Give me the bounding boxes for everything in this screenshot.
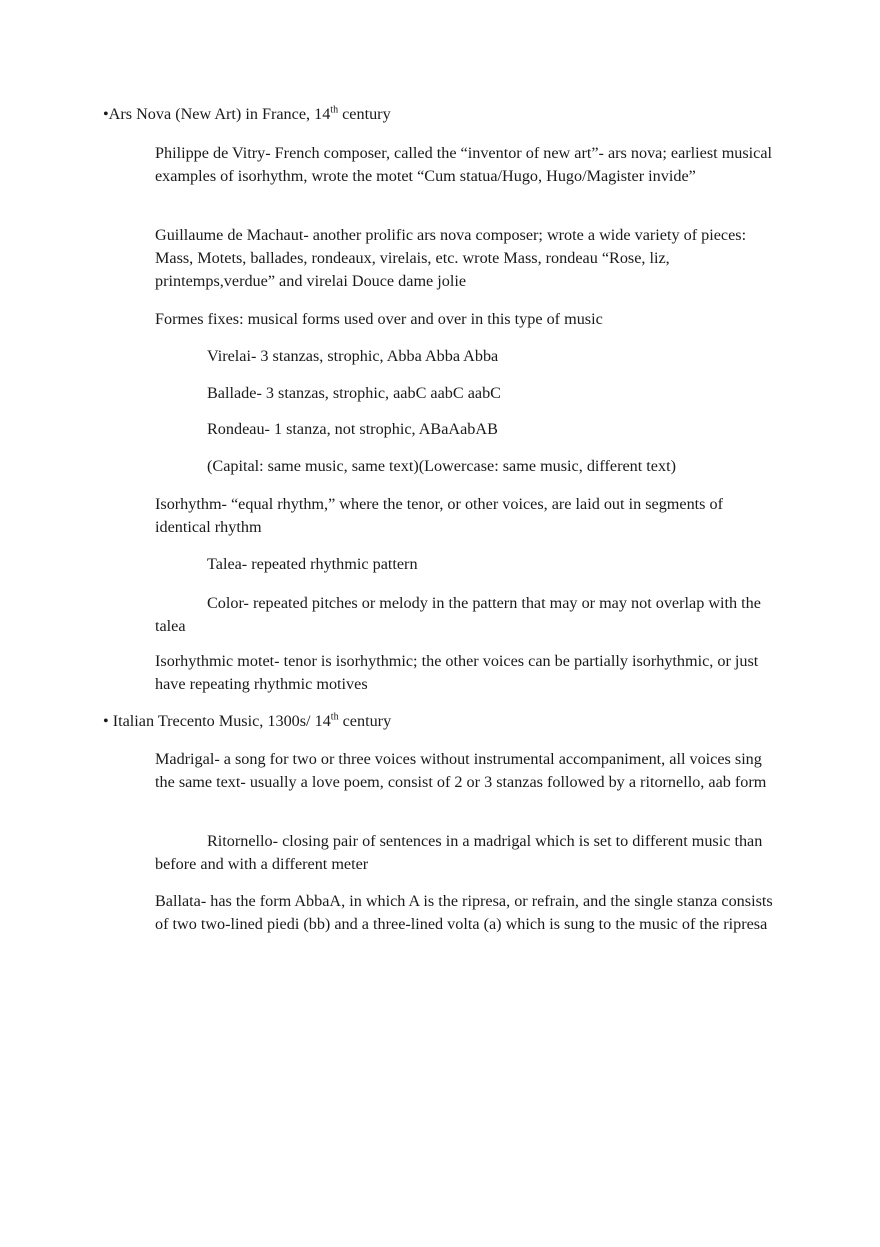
- section-heading-ars-nova: •Ars Nova (New Art) in France, 14th century: [103, 104, 391, 123]
- section-heading-trecento: • Italian Trecento Music, 1300s/ 14th century: [103, 711, 392, 730]
- paragraph-isorhythmic-motet: Isorhythmic motet- tenor is isorhythmic; the other voices can be partially isorhythmic, or just have repeating rhythmic motives: [155, 652, 759, 693]
- paragraph-formes-fixes: Formes fixes: musical forms used over and over in this type of music: [155, 310, 603, 328]
- paragraph-capital-lowercase-note: (Capital: same music, same text)(Lowercase: same music, different text): [207, 457, 676, 475]
- paragraph-ballata: Ballata- has the form AbbaA, in which A is the ripresa, or refrain, and the single stanza consists of two two-lined piedi (bb) and a three-lined volta (a) which is sung to the music of the ripresa: [155, 892, 773, 933]
- paragraph-virelai: Virelai- 3 stanzas, strophic, Abba Abba Abba: [207, 347, 499, 365]
- paragraph-ritornello: Ritornello- closing pair of sentences in a madrigal which is set to different music than before and with a different meter: [155, 832, 763, 873]
- paragraph-color: Color- repeated pitches or melody in the pattern that may or may not overlap with the talea: [155, 594, 761, 635]
- paragraph-isorhythm: Isorhythm- “equal rhythm,” where the tenor, or other voices, are laid out in segments of identical rhythm: [155, 495, 723, 536]
- paragraph-madrigal: Madrigal- a song for two or three voices without instrumental accompaniment, all voices sing the same text- usually a love poem, consist of 2 or 3 stanzas followed by a ritornello, aab form: [155, 750, 767, 791]
- paragraph-rondeau: Rondeau- 1 stanza, not strophic, ABaAabAB: [207, 420, 498, 438]
- paragraph-vitry: Philippe de Vitry- French composer, called the “inventor of new art”- ars nova; earliest musical examples of isorhythm, wrote the motet “Cum statua/Hugo, Hugo/Magister invide”: [155, 144, 773, 185]
- paragraph-ballade: Ballade- 3 stanzas, strophic, aabC aabC aabC: [207, 384, 501, 402]
- paragraph-talea: Talea- repeated rhythmic pattern: [207, 555, 418, 573]
- paragraph-machaut: Guillaume de Machaut- another prolific ars nova composer; wrote a wide variety of pieces: Mass, Motets, ballades, rondeaux, virelais, etc. wrote Mass, rondeau “Rose, liz, printemps,verdue” and virelai Douce dame jolie: [155, 226, 747, 290]
